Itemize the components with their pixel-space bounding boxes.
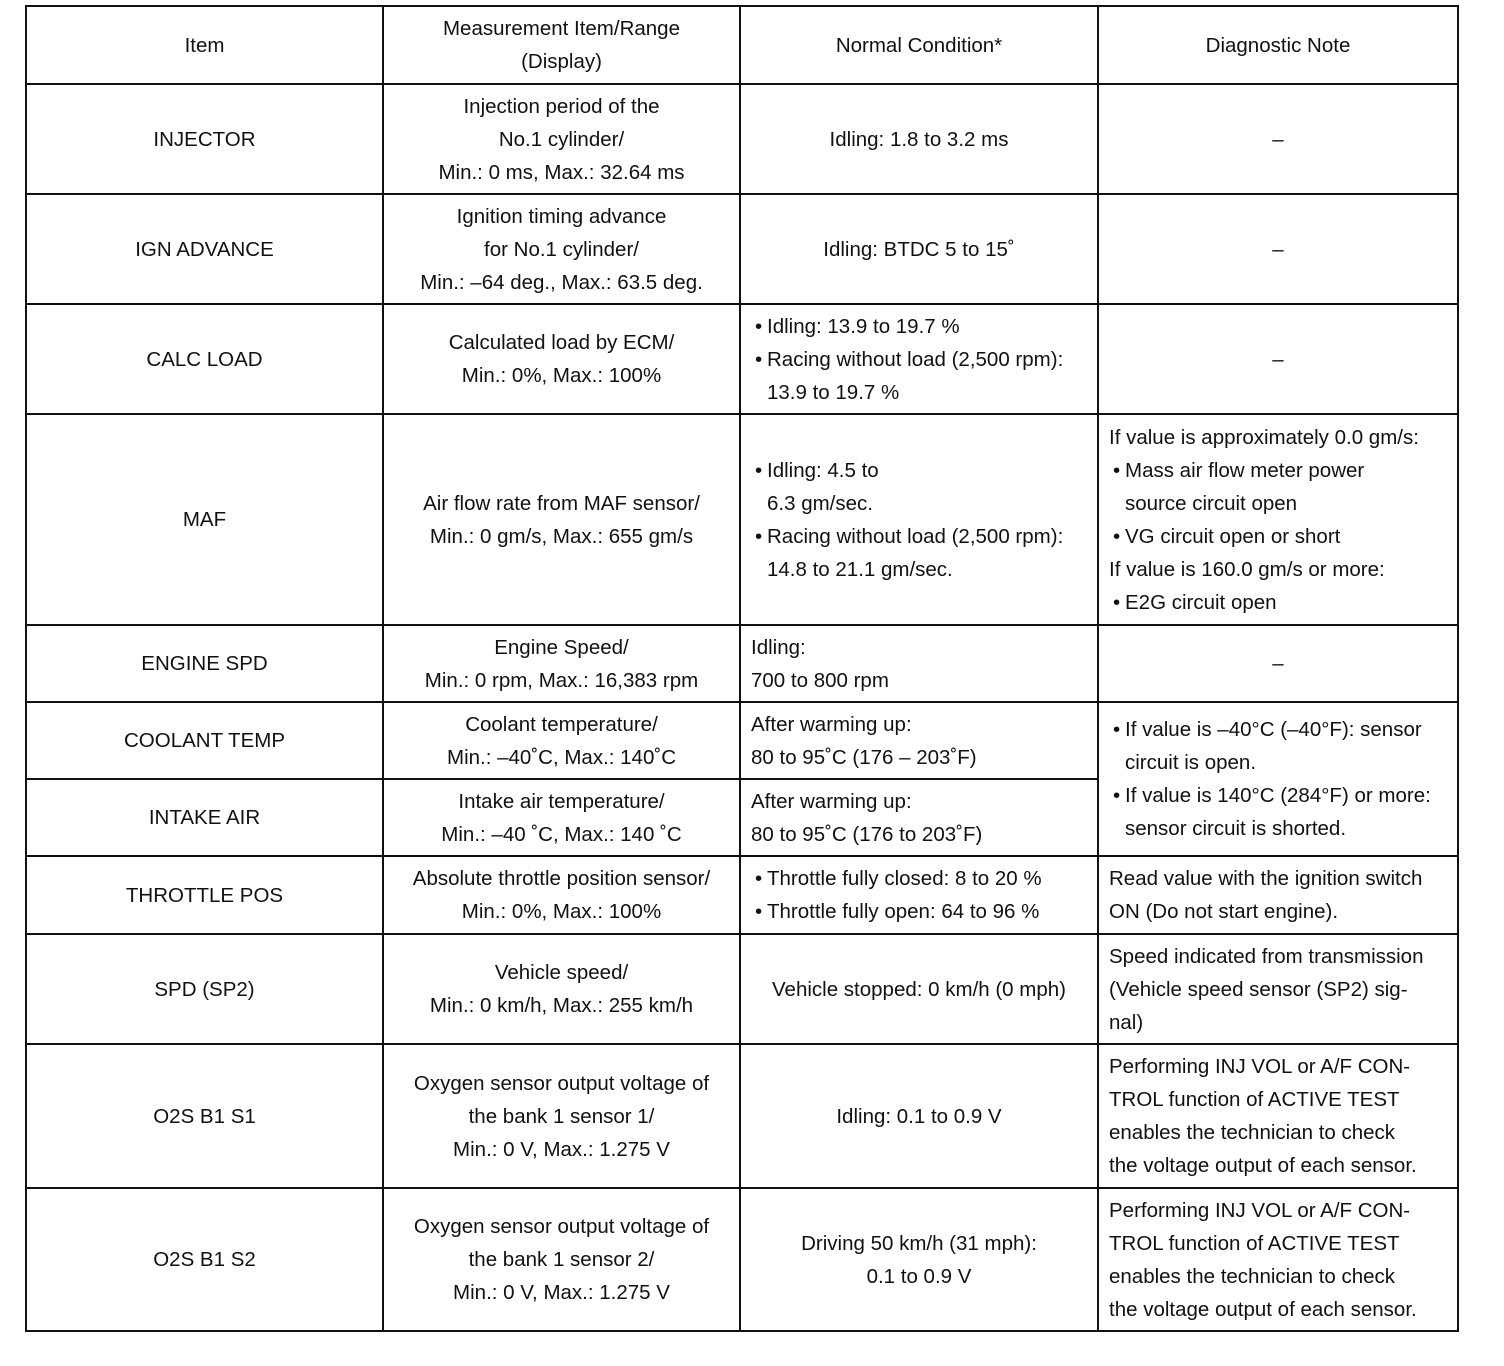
table-row (26, 1044, 1458, 1188)
measurement-cell: Air flow rate from MAF sensor/ Min.: 0 gm/s, Max.: 655 gm/s (383, 414, 740, 625)
note-cell: Speed indicated from transmission (Vehicle speed sensor (SP2) sig- nal) (1098, 934, 1458, 1044)
normal-cell (740, 856, 1098, 934)
note-cell: Performing INJ VOL or A/F CON- TROL function of ACTIVE TEST enables the technician to check the voltage output of each sensor. (1098, 1044, 1458, 1188)
note-cell: – (1098, 304, 1458, 414)
header-normal-condition: Normal Condition* (740, 6, 1098, 84)
item-cell: O2S B1 S2 (26, 1188, 383, 1331)
normal-cell: After warming up: 80 to 95˚C (176 to 203˚F) (740, 779, 1098, 856)
header-row (26, 6, 1458, 84)
table-row (26, 625, 1458, 702)
measurement-cell: Intake air temperature/ Min.: –40 ˚C, Max.: 140 ˚C (383, 779, 740, 856)
bullet-item: • Throttle fully open: 64 to 96 % (751, 895, 1087, 928)
table-row (26, 304, 1458, 414)
bullet-item: • Throttle fully closed: 8 to 20 % (751, 862, 1087, 895)
measurement-cell: Calculated load by ECM/ Min.: 0%, Max.: 100% (383, 304, 740, 414)
bullet-item: • If value is –40°C (–40°F): sensor circuit is open. (1109, 713, 1447, 779)
bullet-item: • Mass air flow meter power source circuit open (1109, 454, 1395, 520)
item-cell: MAF (26, 414, 383, 625)
note-cell: Performing INJ VOL or A/F CON- TROL function of ACTIVE TEST enables the technician to check the voltage output of each sensor. (1098, 1188, 1458, 1331)
table-row (26, 1188, 1458, 1331)
table-row (26, 194, 1458, 304)
item-cell: O2S B1 S1 (26, 1044, 383, 1188)
header-diagnostic-note: Diagnostic Note (1098, 6, 1458, 84)
measurement-cell: Engine Speed/ Min.: 0 rpm, Max.: 16,383 rpm (383, 625, 740, 702)
table-row (26, 414, 1458, 625)
normal-cell (740, 414, 1098, 625)
normal-cell: After warming up: 80 to 95˚C (176 – 203˚F) (740, 702, 1098, 779)
note-cell: – (1098, 84, 1458, 194)
note-cell: – (1098, 194, 1458, 304)
header-measurement: Measurement Item/Range (Display) (383, 6, 740, 84)
measurement-cell: Vehicle speed/ Min.: 0 km/h, Max.: 255 km/h (383, 934, 740, 1044)
bullet-item: • E2G circuit open (1109, 586, 1447, 619)
item-cell: THROTTLE POS (26, 856, 383, 934)
table-row (26, 934, 1458, 1044)
normal-cell: Driving 50 km/h (31 mph): 0.1 to 0.9 V (740, 1188, 1098, 1331)
bullet-item: • Racing without load (2,500 rpm): 13.9 to 19.7 % (751, 343, 1087, 409)
item-cell: ENGINE SPD (26, 625, 383, 702)
bullet-item: • Racing without load (2,500 rpm): 14.8 to 21.1 gm/sec. (751, 520, 1087, 586)
measurement-cell: Coolant temperature/ Min.: –40˚C, Max.: 140˚C (383, 702, 740, 779)
bullet-item: • VG circuit open or short (1109, 520, 1447, 553)
table-row (26, 702, 1458, 779)
bullet-item: • Idling: 4.5 to 6.3 gm/sec. (751, 454, 907, 520)
measurement-cell: Oxygen sensor output voltage of the bank 1 sensor 1/ Min.: 0 V, Max.: 1.275 V (383, 1044, 740, 1188)
table-row (26, 84, 1458, 194)
normal-cell: Idling: 1.8 to 3.2 ms (740, 84, 1098, 194)
header-item: Item (26, 6, 383, 84)
item-cell: IGN ADVANCE (26, 194, 383, 304)
item-cell: SPD (SP2) (26, 934, 383, 1044)
normal-cell: Vehicle stopped: 0 km/h (0 mph) (740, 934, 1098, 1044)
bullet-item: • Idling: 13.9 to 19.7 % (751, 310, 1087, 343)
normal-cell: Idling: 0.1 to 0.9 V (740, 1044, 1098, 1188)
item-cell: INJECTOR (26, 84, 383, 194)
normal-cell (740, 304, 1098, 414)
measurement-cell: Ignition timing advance for No.1 cylinder/ Min.: –64 deg., Max.: 63.5 deg. (383, 194, 740, 304)
table-row (26, 856, 1458, 934)
note-cell: If value is approximately 0.0 gm/s: • Mass air flow meter power source circuit open • VG circuit open or short If value is 160.0 gm/s or more: • E2G circuit open (1098, 414, 1458, 625)
bullet-item: • If value is 140°C (284°F) or more: sensor circuit is shorted. (1109, 779, 1447, 845)
measurement-cell: Oxygen sensor output voltage of the bank 1 sensor 2/ Min.: 0 V, Max.: 1.275 V (383, 1188, 740, 1331)
measurement-cell: Injection period of the No.1 cylinder/ Min.: 0 ms, Max.: 32.64 ms (383, 84, 740, 194)
item-cell: INTAKE AIR (26, 779, 383, 856)
item-cell: COOLANT TEMP (26, 702, 383, 779)
measurement-cell: Absolute throttle position sensor/ Min.: 0%, Max.: 100% (383, 856, 740, 934)
normal-cell: Idling: 700 to 800 rpm (740, 625, 1098, 702)
data-list-table (25, 5, 1459, 1332)
normal-cell: Idling: BTDC 5 to 15˚ (740, 194, 1098, 304)
note-cell: Read value with the ignition switch ON (Do not start engine). (1098, 856, 1458, 934)
item-cell: CALC LOAD (26, 304, 383, 414)
temperature-note-cell (1098, 702, 1458, 856)
note-cell: – (1098, 625, 1458, 702)
